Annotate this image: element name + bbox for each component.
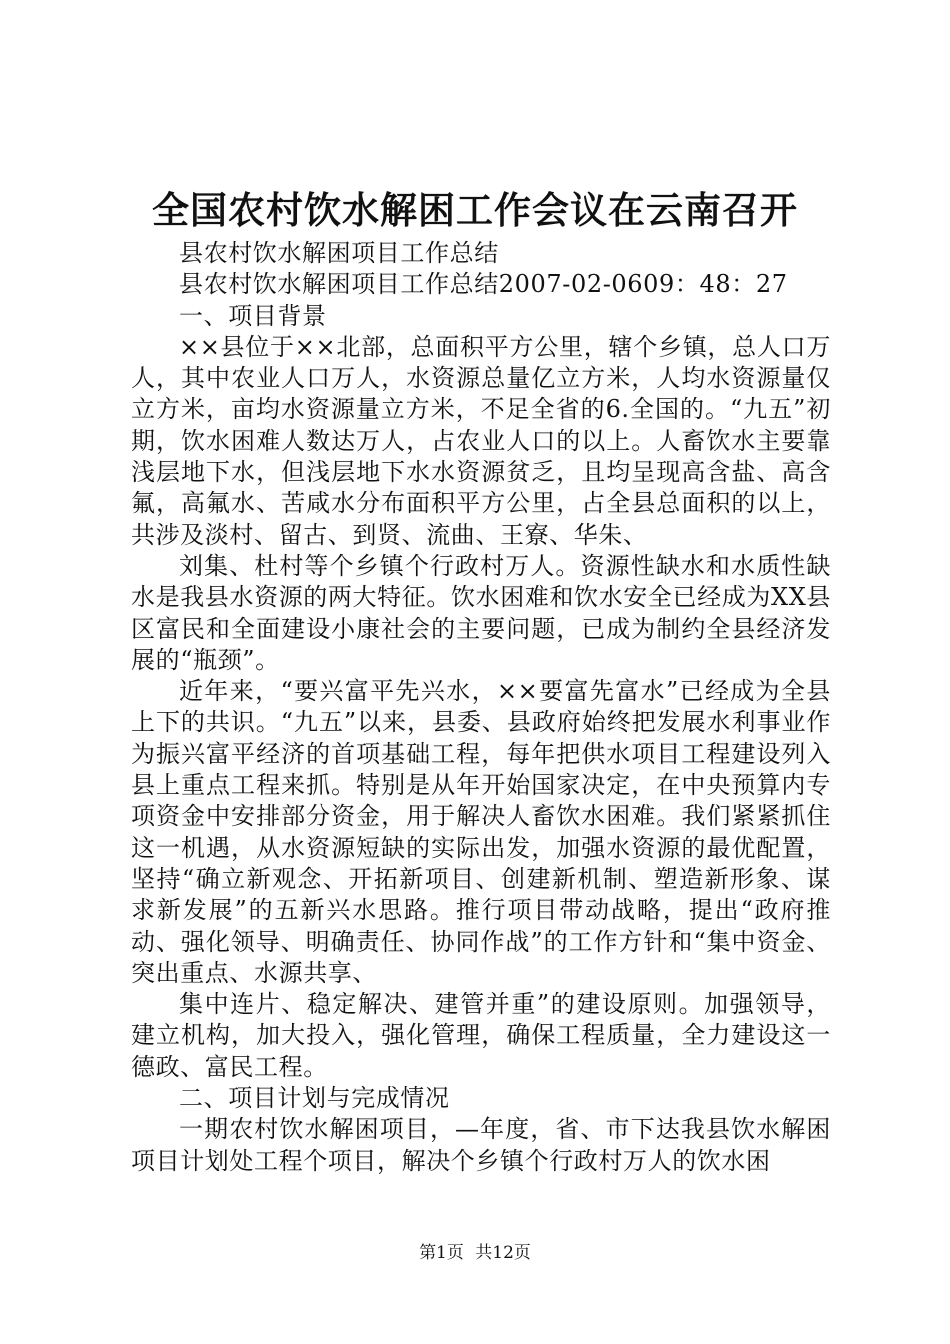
section-heading-background: 一、项目背景 — [179, 301, 327, 330]
page-total: 共12页 — [475, 1243, 531, 1263]
paragraph: 近年来，“要兴富平先兴水，××要富先富水”已经成为全县上下的共识。“九五”以来，县委、县政府始终把发展水利事业作为振兴富平经济的首项基础工程，每年把供水项目工程建设列入县上重点工程来抓。特别是从年开始国家决定，在中央预算内专项资金中安排部分资金，用于解决人畜饮水困难。我们紧紧抓住这一机遇，从水资源短缺的实际出发，加强水资源的最优配置，坚持“确立新观念、开拓新项目、创建新机制、塑造新形象、谋求新发展”的五新兴水思路。推行项目带动战略，提出“政府推动、强化领导、明确责任、协同作战”的工作方针和“集中资金、突出重点、水源共享、 — [131, 677, 831, 987]
page-footer — [0, 1241, 950, 1265]
paragraph: 一期农村饮水解困项目，—年度，省、市下达我县饮水解困项目计划处工程个项目，解决个乡镇个行政村万人的饮水困 — [131, 1115, 831, 1175]
document-title: 全国农村饮水解困工作会议在云南召开 — [152, 188, 798, 232]
document-body — [131, 238, 831, 1177]
paragraph-summary-heading: 县农村饮水解困项目工作总结 — [179, 239, 499, 267]
page-number: 第1页 — [419, 1243, 464, 1263]
section-heading-plan: 二、项目计划与完成情况 — [179, 1084, 450, 1113]
paragraph-summary-timestamp: 县农村饮水解困项目工作总结2007-02-0609：48：27 — [179, 270, 788, 299]
paragraph: ××县位于××北部，总面积平方公里，辖个乡镇，总人口万人，其中农业人口万人，水资源总量亿立方米，人均水资源量仅立方米，亩均水资源量立方米，不足全省的6.全国的。“九五”初期，饮水困难人数达万人，占农业人口的以上。人畜饮水主要靠浅层地下水，但浅层地下水水资源贫乏，且均呈现高含盐、高含氟，高氟水、苦咸水分布面积平方公里，占全县总面积的以上，共涉及淡村、留古、到贤、流曲、王寮、华朱、 — [131, 332, 831, 549]
paragraph: 刘集、杜村等个乡镇个行政村万人。资源性缺水和水质性缺水是我县水资源的两大特征。饮水困难和饮水安全已经成为XX县区富民和全面建设小康社会的主要问题，已成为制约全县经济发展的“瓶颈”。 — [131, 551, 831, 674]
paragraph: 集中连片、稳定解决、建管并重”的建设原则。加强领导，建立机构，加大投入，强化管理，确保工程质量，全力建设这一德政、富民工程。 — [131, 990, 831, 1081]
